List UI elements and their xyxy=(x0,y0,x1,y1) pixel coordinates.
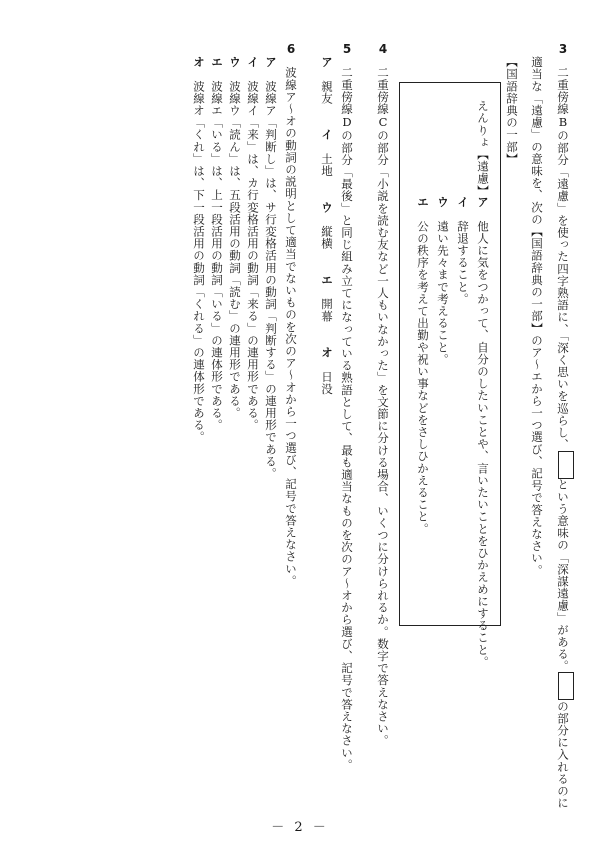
dictionary-option-e: エ 公の秩序を考えて出勤や祝い事などをさしひかえること。 xyxy=(416,196,430,535)
q3-line2: 適当な「遠慮」の意味を、次の【国語辞典の一部】のア〜エから一つ選び、記号で答えなさい。 xyxy=(530,56,544,577)
q4-number: 4 xyxy=(376,42,390,57)
q6-option-a: ア 波線ア「判断し」は、サ行変格活用の動詞「判断する」の連用形である。 xyxy=(264,56,278,480)
q5-text: 5二重傍線Dの部分「最後」と同じ組み立てになっている熟語として、最も適当なものを次のア〜オから選び、記号で答えなさい。 xyxy=(340,42,354,771)
q3-number: 3 xyxy=(556,42,570,57)
dictionary-title: 【国語辞典の一部】 xyxy=(505,56,519,165)
q3-line1 xyxy=(556,42,574,809)
q6-text: 6波線ア〜オの動詞の説明として適当でないものを次のア〜オから一つ選び、記号で答えなさい。 xyxy=(284,42,298,587)
q4-text: 4二重傍線Cの部分「小説を読む友など一人もいなかった」を文節に分ける場合、いくつに分けられるか。数字で答えなさい。 xyxy=(376,42,390,747)
q6-number: 6 xyxy=(284,42,298,57)
page-number: － 2 － xyxy=(271,820,329,835)
answer-blank-box xyxy=(558,451,574,479)
q3-line1-b: という意味の「深謀遠慮」がある。 xyxy=(556,478,570,673)
q6-option-e: エ 波線エ「いる」は、上一段活用の動詞「いる」の連体形である。 xyxy=(210,56,224,432)
q3-line1-a: 二重傍線Bの部分「遠慮」を使った四字熟語に、「深く思いを巡らし、 xyxy=(556,66,570,451)
dictionary-option-i: イ 辞退すること。 xyxy=(456,196,470,305)
q5-number: 5 xyxy=(340,42,354,57)
q6-option-u: ウ 波線ウ「読ん」は、五段活用の動詞「読む」の連用形である。 xyxy=(228,56,242,420)
q6-option-o: オ 波線オ「くれ」は、下一段活用の動詞「くれる」の連体形である。 xyxy=(192,56,206,444)
q6-option-i: イ 波線イ「来」は、カ行変格活用の動詞「来る」の連用形である。 xyxy=(246,56,260,432)
dictionary-headword: えんりょ【遠慮】 xyxy=(476,100,490,197)
q3-line1-c: の部分に入れるのに xyxy=(556,700,570,810)
dictionary-option-u: ウ 遠い先々まで考えること。 xyxy=(436,196,450,366)
dictionary-option-a: ア 他人に気をつかって、自分のしたいことや、言いたいことをひかえめにすること。 xyxy=(476,196,490,668)
q5-choices: ア 親友 イ 土地 ウ 縦横 エ 開幕 オ 日没 xyxy=(320,56,334,395)
answer-blank-box xyxy=(558,672,574,700)
